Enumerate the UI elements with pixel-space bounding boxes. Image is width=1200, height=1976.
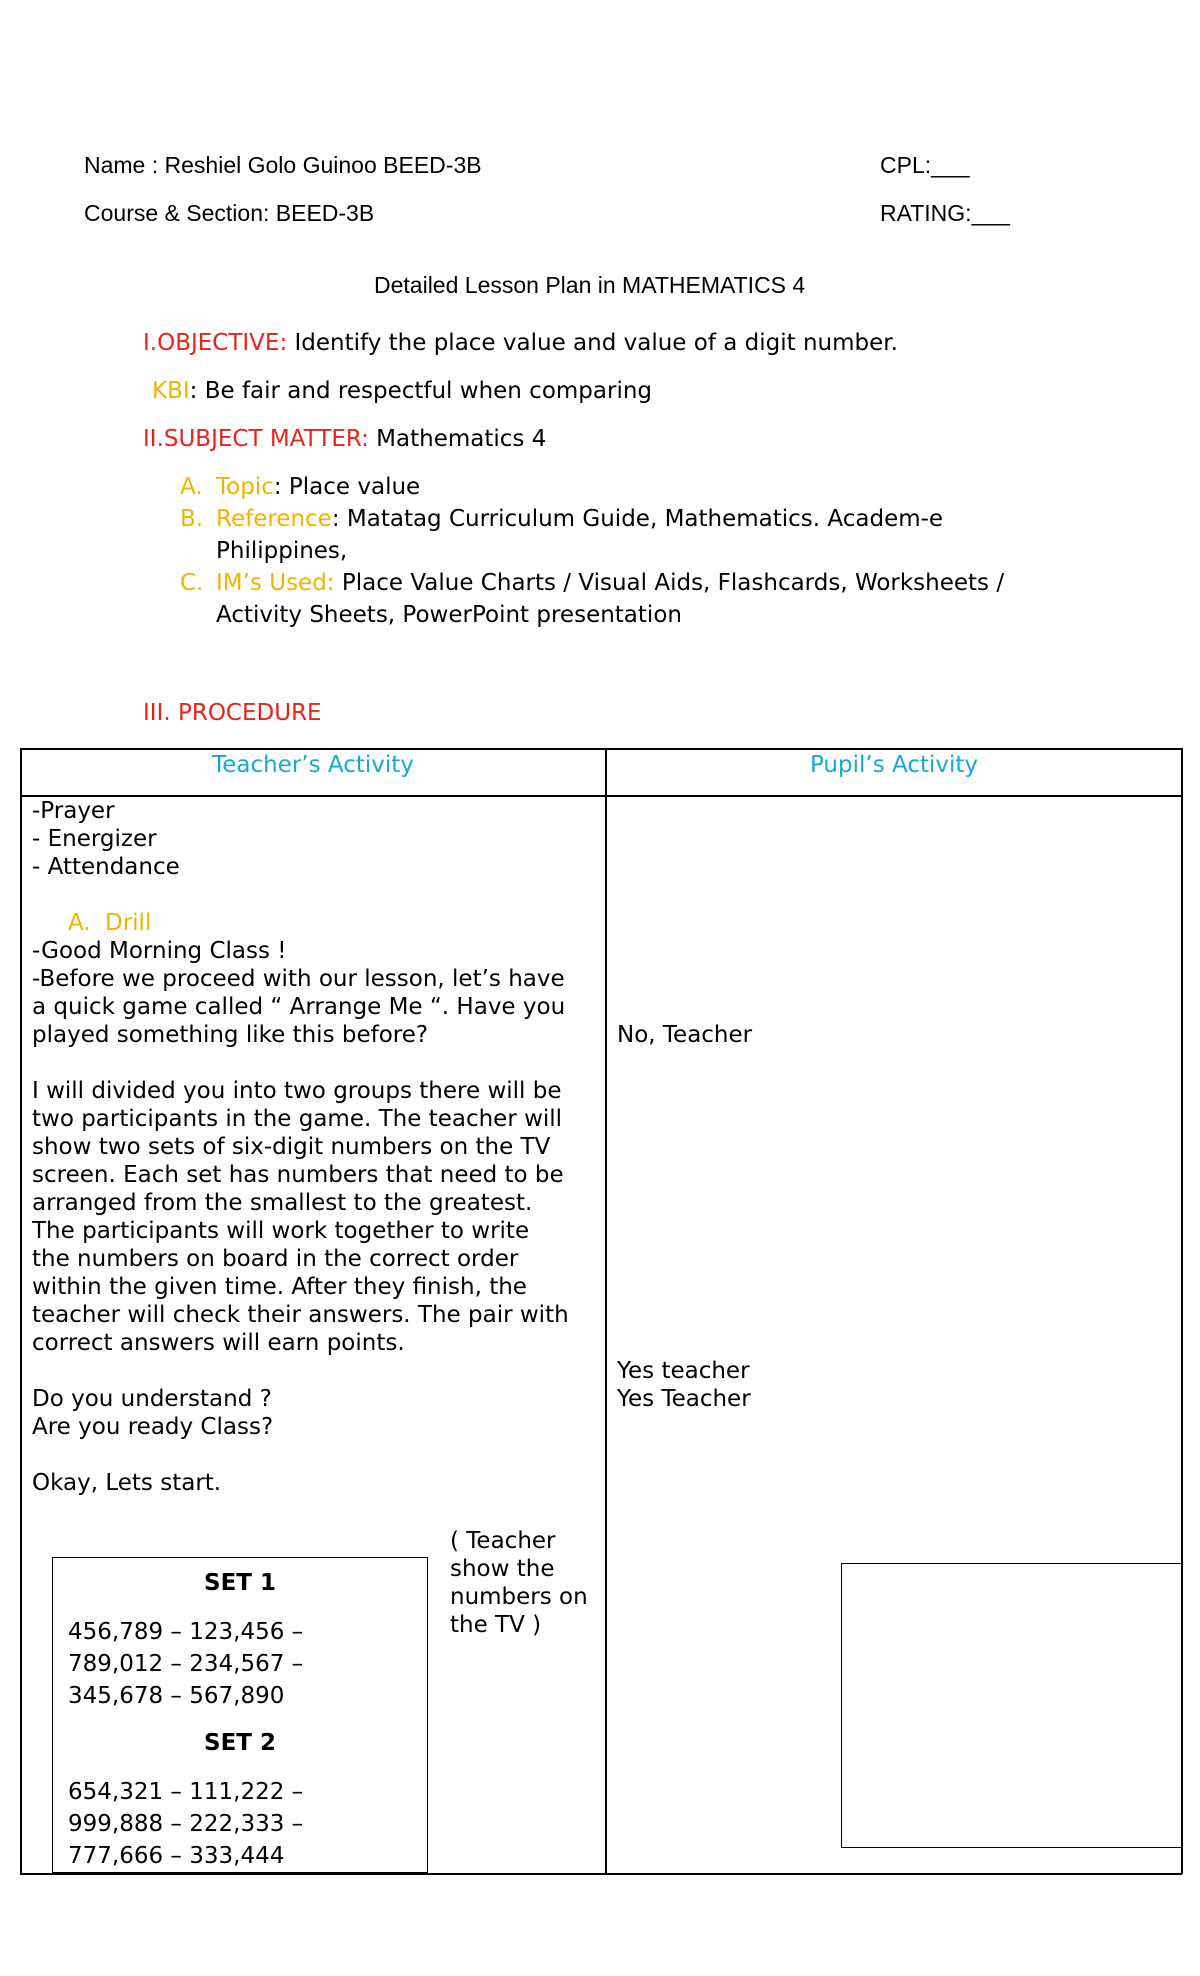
kbi-text: : Be fair and respectful when comparing [189, 378, 653, 404]
drill-label: Drill [105, 910, 152, 936]
item-b-letter: B. [180, 506, 204, 532]
note-line: the TV ) [450, 1612, 542, 1638]
pupil-answer: No, Teacher [617, 1022, 753, 1048]
teacher-line: a quick game called “ Arrange Me “. Have you [32, 994, 566, 1020]
kbi-line [152, 378, 652, 404]
teacher-line: within the given time. After they finish, the [32, 1274, 527, 1300]
pupil-activity-header: Pupil’s Activity [809, 752, 979, 778]
kbi-label: KBI [152, 378, 190, 404]
teacher-line: the numbers on board in the correct order [32, 1246, 519, 1272]
objective-line [143, 330, 898, 356]
topic-label: Topic [216, 474, 274, 500]
teacher-line: -Before we proceed with our lesson, let’s have [32, 966, 565, 992]
drill-letter: A. [68, 910, 91, 936]
teacher-line: teacher will check their answers. The pair with [32, 1302, 569, 1328]
objective-text: Identify the place value and value of a digit number. [287, 330, 898, 356]
teacher-line: Are you ready Class? [32, 1414, 274, 1440]
ims-continuation: Activity Sheets, PowerPoint presentation [216, 602, 682, 628]
blank-line [32, 1049, 569, 1077]
pupil-answers-group [617, 1357, 751, 1413]
note-line: show the [450, 1556, 555, 1582]
teacher-line: Okay, Lets start. [32, 1470, 222, 1496]
set1-title: SET 1 [204, 1570, 276, 1596]
table-border-bottom [20, 1873, 1182, 1875]
ims-label: IM’s Used: [216, 570, 335, 596]
blank-line [32, 1357, 569, 1385]
table-column-divider [605, 748, 607, 1874]
item-a-letter: A. [180, 474, 203, 500]
table-header-divider [20, 795, 1182, 797]
teacher-line: The participants will work together to write [32, 1218, 530, 1244]
drill-instructions [32, 937, 569, 1497]
teacher-activity-header: Teacher’s Activity [212, 752, 414, 778]
set1-line: 345,678 – 567,890 [68, 1683, 285, 1709]
item-reference [216, 506, 943, 532]
teacher-line: two participants in the game. The teacher will [32, 1106, 563, 1132]
routine-item: - Attendance [32, 854, 180, 880]
cpl-line: CPL:___ [880, 152, 970, 178]
routine-item: -Prayer [32, 798, 115, 824]
reference-label: Reference [216, 506, 332, 532]
teacher-note [450, 1527, 588, 1639]
pupil-answer: Yes teacher [617, 1358, 750, 1384]
set2-line: 777,666 – 333,444 [68, 1843, 285, 1869]
objective-label: I.OBJECTIVE: [143, 330, 288, 356]
ims-text: Place Value Charts / Visual Aids, Flashcards, Worksheets / [334, 570, 1005, 596]
blank-line [32, 1441, 569, 1469]
reference-continuation: Philippines, [216, 538, 348, 564]
course-section-line: Course & Section: BEED-3B [84, 200, 375, 226]
set1-line: 456,789 – 123,456 – [68, 1619, 304, 1645]
note-line: ( Teacher [450, 1528, 556, 1554]
set1-numbers [68, 1616, 303, 1712]
page-title: Detailed Lesson Plan in MATHEMATICS 4 [374, 272, 806, 298]
set1-line: 789,012 – 234,567 – [68, 1651, 304, 1677]
opening-routine-list [32, 797, 180, 881]
teacher-line: show two sets of six-digit numbers on the TV [32, 1134, 551, 1160]
teacher-line: Do you understand ? [32, 1386, 272, 1412]
teacher-line: screen. Each set has numbers that need to be [32, 1162, 564, 1188]
subject-matter-label: II.SUBJECT MATTER: [143, 426, 369, 452]
set2-title: SET 2 [204, 1730, 276, 1756]
item-topic [216, 474, 420, 500]
number-sets-box [52, 1557, 428, 1873]
procedure-heading: III. PROCEDURE [143, 700, 322, 726]
table-border-left [20, 748, 22, 1874]
topic-text: : Place value [273, 474, 421, 500]
teacher-line: I will divided you into two groups there will be [32, 1078, 562, 1104]
rating-line: RATING:___ [880, 200, 1010, 226]
item-c-letter: C. [180, 570, 204, 596]
pupil-answer: Yes Teacher [617, 1386, 751, 1412]
routine-item: - Energizer [32, 826, 157, 852]
subject-matter-line [143, 426, 546, 452]
empty-answer-box [841, 1563, 1182, 1848]
teacher-line: arranged from the smallest to the greatest. [32, 1190, 533, 1216]
name-line: Name : Reshiel Golo Guinoo BEED-3B [84, 152, 482, 178]
item-ims-used [216, 570, 1004, 596]
subject-matter-text: Mathematics 4 [368, 426, 547, 452]
set2-numbers [68, 1776, 303, 1872]
set2-line: 999,888 – 222,333 – [68, 1811, 304, 1837]
reference-text: : Matatag Curriculum Guide, Mathematics. Academ-e [331, 506, 944, 532]
set2-line: 654,321 – 111,222 – [68, 1779, 304, 1805]
teacher-line: correct answers will earn points. [32, 1330, 405, 1356]
teacher-line: -Good Morning Class ! [32, 938, 287, 964]
teacher-line: played something like this before? [32, 1022, 429, 1048]
note-line: numbers on [450, 1584, 588, 1610]
